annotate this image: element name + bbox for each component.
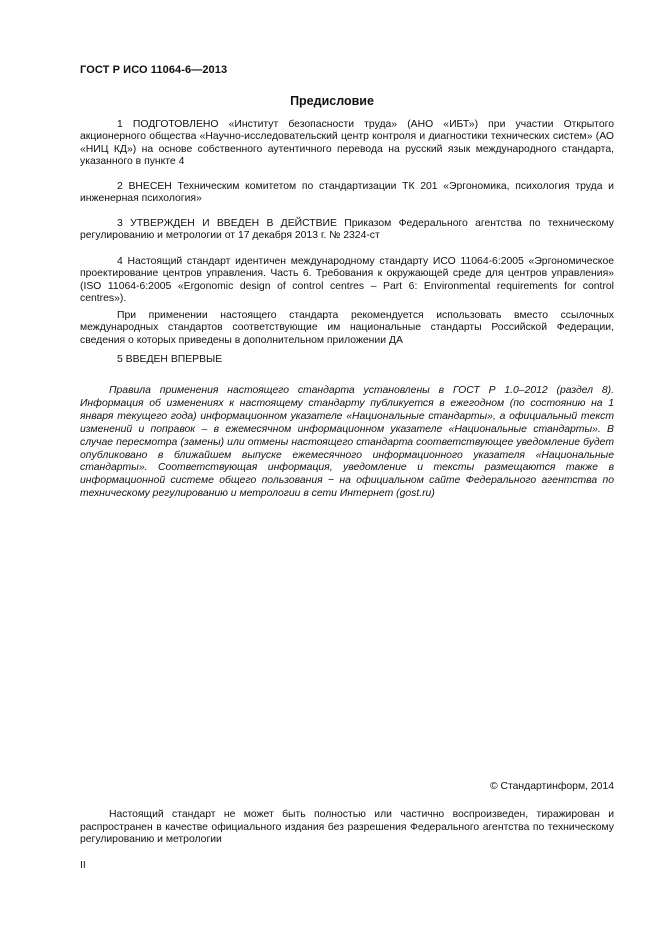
copyright-line: © Стандартинформ, 2014: [489, 781, 614, 792]
paragraph-5: 5 ВВЕДЕН ВПЕРВЫЕ: [117, 354, 223, 365]
paragraph-4: 4 Настоящий стандарт идентичен международному стандарту ИСО 11064-6:2005 «Эргономическое проектирование центров управления. Часть 6. Требования к окружающей среде для центров управления» (ISO 11064-6:2005 «Ergonomic design of control centres – Part 6: Environmental requirements for control centres»).: [80, 256, 614, 304]
application-notice: Правила применения настоящего стандарта установлены в ГОСТ Р 1.0–2012 (раздел 8). Информация об изменениях к настоящему стандарту публикуется в ежегодном (по состоянию на 1 января текущего года) информационном указателе «Национальные стандарты», а официальный текст изменений и поправок – в ежемесячном информационном указателе «Национальные стандарты». В случае пересмотра (замены) или отмены настоящего стандарта соответствующее уведомление будет опубликовано в ближайшем выпуске ежемесячного информационного указателя «Национальные стандарты». Соответствующая информация, уведомление и тексты размещаются также в информационной системе общего пользования − на официальном сайте Федерального агентства по техническому регулированию и метрологии в сети Интернет (gost.ru): [80, 385, 614, 500]
paragraph-3: 3 УТВЕРЖДЕН И ВВЕДЕН В ДЕЙСТВИЕ Приказом Федерального агентства по техническому регулированию и метрологии от 17 декабря 2013 г. № 2324-ст: [80, 218, 614, 242]
paragraph-1: 1 ПОДГОТОВЛЕНО «Институт безопасности труда» (АНО «ИБТ») при участии Открытого акционерного общества «Научно-исследовательский центр контроля и диагностики технических систем» (АО «НИЦ КД») на основе собственного аутентичного перевода на русский язык международного стандарта, указанного в пункте 4: [80, 119, 614, 167]
paragraph-4-continuation: При применении настоящего стандарта рекомендуется использовать вместо ссылочных международных стандартов соответствующие им национальные стандарты Российской Федерации, сведения о которых приведены в дополнительном приложении ДА: [80, 310, 614, 346]
paragraph-2: 2 ВНЕСЕН Техническим комитетом по стандартизации ТК 201 «Эргономика, психология труда и инженерная психология»: [80, 181, 614, 205]
reproduction-notice: Настоящий стандарт не может быть полностью или частично воспроизведен, тиражирован и распространен в качестве официального издания без разрешения Федерального агентства по техническому регулированию и метрологии: [80, 809, 614, 845]
section-title: Предисловие: [290, 94, 374, 108]
page-number: II: [80, 860, 86, 871]
document-code: ГОСТ Р ИСО 11064-6—2013: [80, 64, 228, 76]
